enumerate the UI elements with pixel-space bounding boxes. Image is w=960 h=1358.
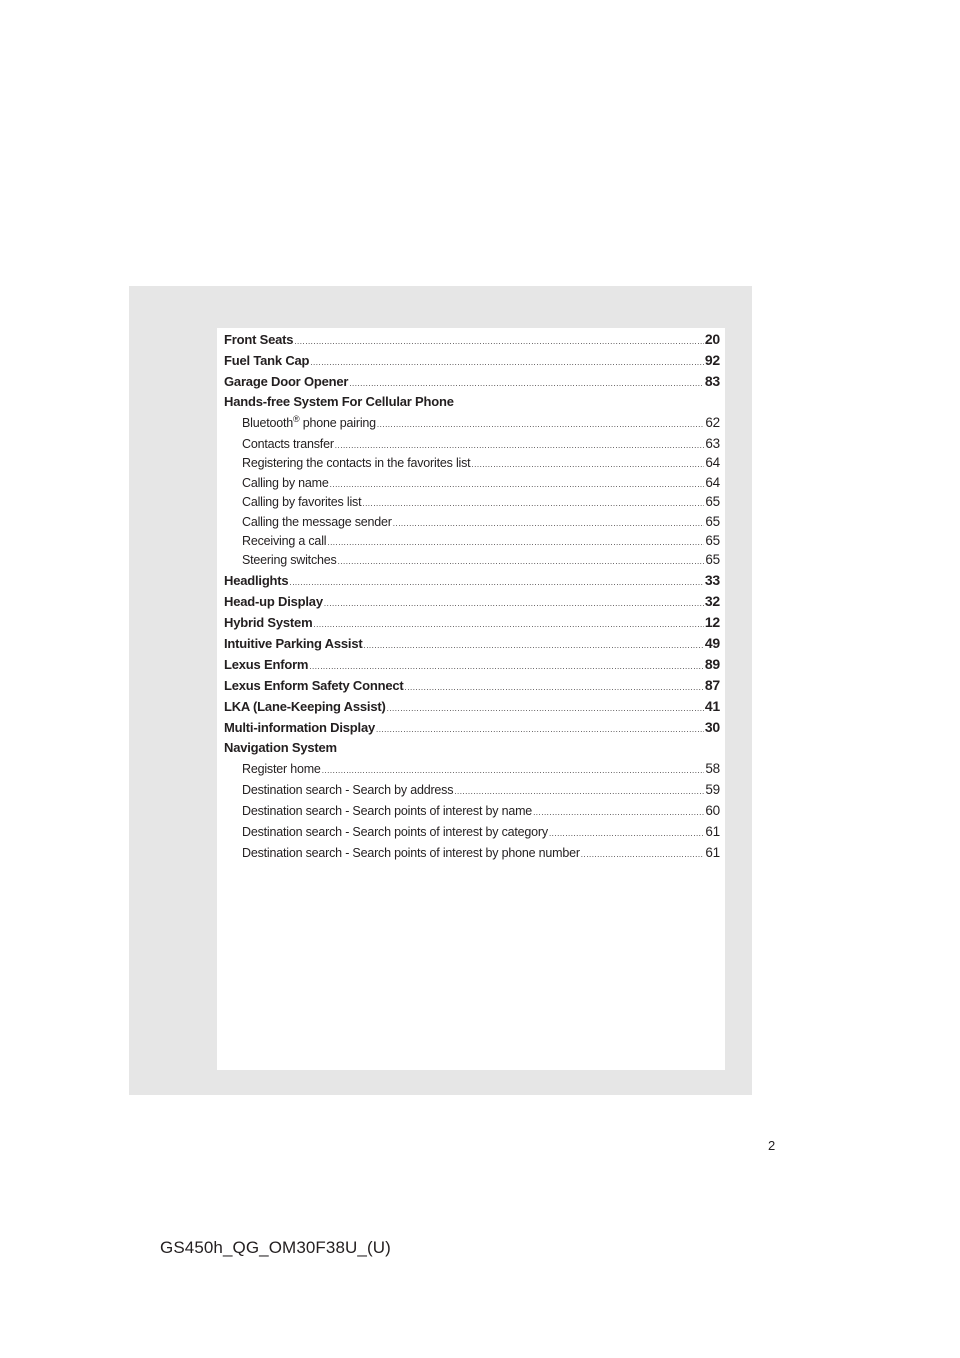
dot-leader bbox=[324, 599, 704, 608]
toc-entry-bluetooth-phone-pairing[interactable] bbox=[224, 415, 720, 436]
toc-entry-label: Lexus Enform Safety Connect bbox=[224, 677, 404, 693]
toc-entry-search-poi-by-phone[interactable] bbox=[224, 845, 720, 866]
toc-entry-label: Garage Door Opener bbox=[224, 374, 349, 389]
dot-leader bbox=[393, 519, 705, 528]
toc-heading-hands-free-system bbox=[224, 394, 720, 415]
toc-entry-label: Calling by favorites list bbox=[242, 495, 362, 510]
toc-entry-page: 65 bbox=[705, 513, 720, 529]
toc-heading-label: Navigation System bbox=[224, 739, 337, 755]
dot-leader bbox=[322, 766, 705, 775]
toc-entry-calling-message-sender[interactable] bbox=[224, 514, 720, 533]
dot-leader bbox=[362, 499, 704, 508]
toc-entry-register-home[interactable] bbox=[224, 761, 720, 782]
toc-entry-front-seats[interactable] bbox=[224, 331, 720, 352]
toc-entry-page: 83 bbox=[704, 373, 720, 389]
dot-leader bbox=[313, 620, 703, 629]
toc-entry-label: Front Seats bbox=[224, 332, 294, 347]
dot-leader bbox=[471, 460, 704, 469]
phone-pairing-label: phone pairing bbox=[299, 416, 376, 430]
toc-entry-search-poi-by-category[interactable] bbox=[224, 824, 720, 845]
dot-leader bbox=[335, 441, 705, 450]
toc-entry-contacts-transfer[interactable] bbox=[224, 436, 720, 455]
dot-leader bbox=[377, 420, 704, 429]
dot-leader bbox=[289, 578, 703, 587]
toc-heading-label: Hands-free System For Cellular Phone bbox=[224, 394, 454, 409]
toc-entry-head-up-display[interactable] bbox=[224, 593, 720, 614]
dot-leader bbox=[327, 538, 704, 547]
dot-leader bbox=[387, 704, 704, 713]
toc-entry-label: Intuitive Parking Assist bbox=[224, 635, 363, 651]
toc-entry-search-by-address[interactable] bbox=[224, 782, 720, 803]
bluetooth-label: Bluetooth bbox=[242, 416, 294, 430]
toc-entry-label: LKA (Lane-Keeping Assist) bbox=[224, 698, 386, 714]
toc-entry-lexus-enform[interactable] bbox=[224, 656, 720, 677]
toc-entry-page: 89 bbox=[704, 655, 720, 672]
toc-entry-calling-by-name[interactable] bbox=[224, 475, 720, 494]
document-code: GS450h_QG_OM30F38U_(U) bbox=[160, 1238, 391, 1257]
toc-entry-label: Calling by name bbox=[242, 475, 329, 490]
toc-entry-hybrid-system[interactable] bbox=[224, 614, 720, 635]
dot-leader bbox=[338, 557, 705, 566]
toc-entry-page: 58 bbox=[705, 760, 720, 776]
toc-entry-label: Register home bbox=[242, 761, 321, 776]
toc-entry-label: Registering the contacts in the favorites list bbox=[242, 456, 471, 471]
toc-entry-page: 92 bbox=[704, 352, 720, 368]
toc-entry-page: 32 bbox=[704, 592, 720, 609]
toc-entry-registering-favorites[interactable] bbox=[224, 455, 720, 474]
toc-entry-intuitive-parking-assist[interactable] bbox=[224, 635, 720, 656]
dot-leader bbox=[376, 725, 704, 734]
dot-leader bbox=[405, 683, 704, 692]
toc-entry-page: 87 bbox=[704, 676, 720, 693]
toc-entry-label: Hybrid System bbox=[224, 614, 313, 630]
toc-entry-page: 61 bbox=[705, 823, 720, 839]
toc-entry-multi-information-display[interactable] bbox=[224, 719, 720, 740]
toc-entry-page: 59 bbox=[705, 781, 720, 797]
toc-entry-label: Headlights bbox=[224, 572, 289, 588]
toc-heading-navigation-system bbox=[224, 740, 720, 761]
toc-entry-label: Receiving a call bbox=[242, 533, 327, 548]
toc-entry-label: Destination search - Search points of interest by category bbox=[242, 824, 548, 839]
dot-leader bbox=[581, 850, 705, 859]
toc-entry-label bbox=[242, 416, 376, 430]
dot-leader bbox=[533, 808, 704, 817]
toc-entry-page: 65 bbox=[705, 552, 720, 568]
toc-entry-label: Destination search - Search by address bbox=[242, 782, 454, 797]
toc-entry-page: 60 bbox=[705, 802, 720, 818]
toc-entry-page: 61 bbox=[705, 844, 720, 860]
toc-entry-label: Destination search - Search points of interest by phone number bbox=[242, 845, 580, 860]
dot-leader bbox=[330, 480, 705, 489]
toc-entry-page: 64 bbox=[705, 474, 720, 490]
toc-entry-label: Destination search - Search points of interest by name bbox=[242, 803, 533, 818]
toc-entry-page: 41 bbox=[704, 697, 720, 714]
dot-leader bbox=[363, 641, 703, 650]
table-of-contents bbox=[224, 331, 720, 866]
toc-entry-lka[interactable] bbox=[224, 698, 720, 719]
toc-entry-page: 65 bbox=[705, 532, 720, 548]
toc-entry-page: 63 bbox=[705, 436, 720, 451]
toc-entry-page: 62 bbox=[705, 415, 720, 430]
dot-leader bbox=[294, 337, 703, 346]
dot-leader bbox=[310, 358, 704, 367]
toc-entry-headlights[interactable] bbox=[224, 572, 720, 593]
toc-entry-calling-by-favorites[interactable] bbox=[224, 494, 720, 513]
dot-leader bbox=[349, 379, 704, 388]
dot-leader bbox=[309, 662, 704, 671]
toc-entry-receiving-a-call[interactable] bbox=[224, 533, 720, 552]
page-number: 2 bbox=[768, 1138, 776, 1153]
toc-entry-garage-door-opener[interactable] bbox=[224, 373, 720, 394]
toc-entry-search-poi-by-name[interactable] bbox=[224, 803, 720, 824]
registered-mark: ® bbox=[293, 415, 300, 424]
toc-entry-label: Lexus Enform bbox=[224, 656, 309, 672]
toc-entry-label: Steering switches bbox=[242, 553, 337, 568]
toc-entry-page: 30 bbox=[704, 718, 720, 735]
toc-entry-steering-switches[interactable] bbox=[224, 552, 720, 571]
dot-leader bbox=[549, 829, 704, 838]
toc-entry-lexus-enform-safety-connect[interactable] bbox=[224, 677, 720, 698]
toc-entry-label: Fuel Tank Cap bbox=[224, 353, 310, 368]
toc-entry-label: Head-up Display bbox=[224, 593, 323, 609]
toc-entry-page: 49 bbox=[704, 634, 720, 651]
toc-entry-page: 65 bbox=[705, 494, 720, 510]
toc-entry-label: Calling the message sender bbox=[242, 514, 392, 529]
toc-entry-page: 12 bbox=[704, 613, 720, 630]
toc-entry-page: 33 bbox=[704, 571, 720, 588]
toc-entry-label: Contacts transfer bbox=[242, 437, 334, 451]
toc-entry-page: 64 bbox=[705, 455, 720, 471]
dot-leader bbox=[454, 787, 704, 796]
toc-entry-label: Multi-information Display bbox=[224, 719, 376, 735]
toc-entry-page: 20 bbox=[704, 331, 720, 347]
toc-entry-fuel-tank-cap[interactable] bbox=[224, 352, 720, 373]
